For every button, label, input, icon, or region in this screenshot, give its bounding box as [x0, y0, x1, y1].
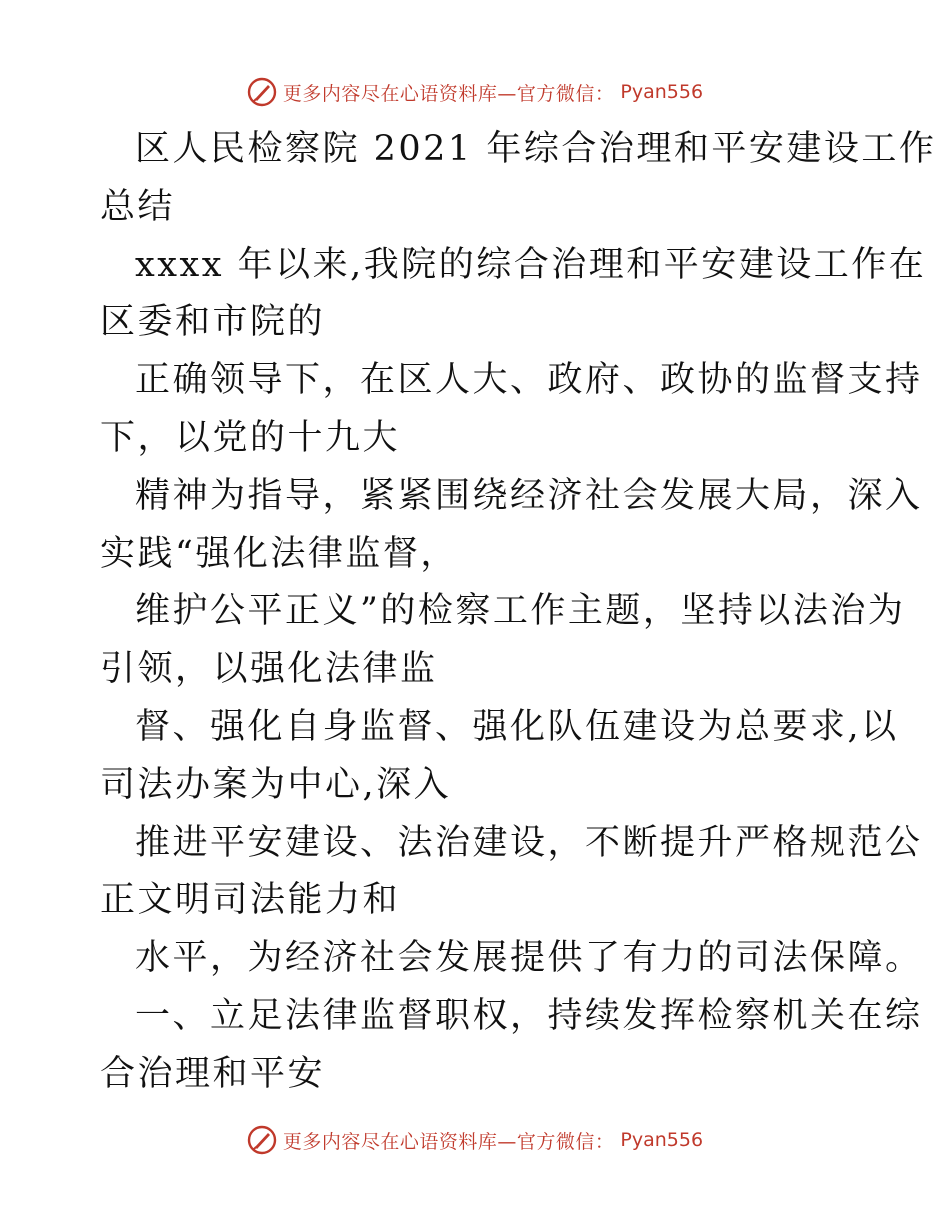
document-line: 下，以党的十九大 [100, 417, 401, 458]
document-line: xxxx 年以来,我院的综合治理和平安建设工作在 [135, 244, 927, 285]
document-line: 正确领导下，在区人大、政府、政协的监督支持 [135, 360, 923, 401]
quill-logo-icon [247, 1125, 277, 1155]
document-line: 精神为指导，紧紧围绕经济社会发展大局，深入 [135, 475, 923, 516]
watermark-text: 更多内容尽在心语资料库—官方微信： [282, 1130, 615, 1153]
document-line: 合治理和平安 [100, 1053, 326, 1094]
document-line: 区人民检察院 2021 年综合治理和平安建设工作 [135, 129, 937, 169]
document-line: 维护公平正义”的检察工作主题，坚持以法治为 [135, 591, 906, 632]
document-line: 推进平安建设、法治建设，不断提升严格规范公 [135, 822, 923, 863]
document-line: 司法办案为中心,深入 [100, 764, 452, 805]
quill-logo-icon [247, 77, 277, 107]
document-line: 实践“强化法律监督， [100, 533, 458, 574]
watermark-brand: Pyan556 [620, 1129, 704, 1151]
document-line: 区委和市院的 [100, 302, 326, 343]
document-line: 引领，以强化法律监 [100, 649, 438, 690]
document-line: 水平，为经济社会发展提供了有力的司法保障。 [135, 938, 923, 979]
watermark-brand: Pyan556 [620, 81, 704, 103]
document-line: 一、立足法律监督职权，持续发挥检察机关在综 [135, 995, 923, 1036]
header-watermark [0, 72, 950, 112]
footer-watermark [0, 1120, 950, 1160]
document-line: 总结 [100, 186, 176, 227]
watermark-text: 更多内容尽在心语资料库—官方微信： [282, 82, 615, 105]
document-line: 督、强化自身监督、强化队伍建设为总要求,以 [135, 706, 899, 747]
document-line: 正文明司法能力和 [100, 880, 401, 921]
document-body [100, 121, 937, 1104]
